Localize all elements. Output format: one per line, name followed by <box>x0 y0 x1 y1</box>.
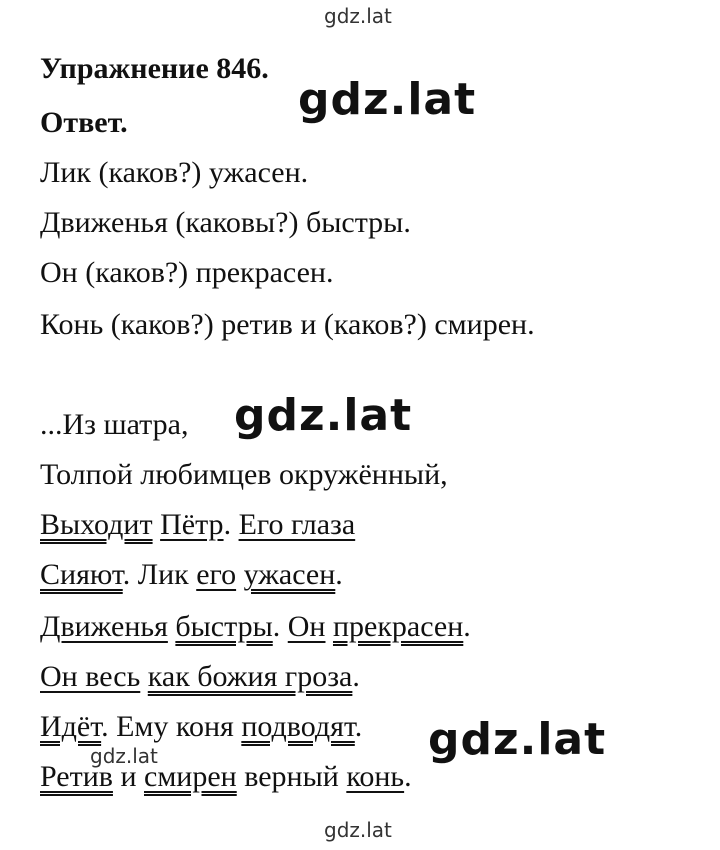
predicate-underlined: как божия гроза <box>147 660 353 693</box>
subject-underlined: Он <box>287 610 326 643</box>
poem-line-5 <box>40 610 471 644</box>
subject-underlined: Он весь <box>40 660 141 693</box>
plain-text <box>325 610 333 643</box>
poem-line-4 <box>40 558 343 592</box>
watermark-bottom: gdz.lat <box>324 818 392 842</box>
subject-underlined: его <box>196 558 237 591</box>
plain-text: . <box>404 760 412 793</box>
plain-text: и <box>112 760 144 793</box>
exercise-title: Упражнение 846. <box>40 52 269 85</box>
plain-text: . Ему коня <box>101 710 242 743</box>
plain-text <box>236 558 244 591</box>
poem-line-3 <box>40 508 355 542</box>
predicate-underlined: подводят <box>241 710 355 743</box>
watermark-large: gdz.lat <box>298 74 477 125</box>
plain-text: верный <box>236 760 347 793</box>
answer-line-3: Он (каков?) прекрасен. <box>40 256 334 289</box>
plain-text: . <box>272 610 288 643</box>
subject-underlined: Пётр <box>160 508 224 541</box>
plain-text: . Лик <box>122 558 197 591</box>
plain-text: . <box>463 610 471 643</box>
plain-text <box>153 508 161 541</box>
predicate-underlined: ужасен <box>243 558 336 591</box>
poem-line-2: Толпой любимцев окружённый, <box>40 458 448 491</box>
subject-underlined: конь <box>346 760 405 793</box>
predicate-underlined: смирен <box>144 760 237 793</box>
watermark-large: gdz.lat <box>428 714 607 765</box>
predicate-underlined: Сияют <box>40 558 123 591</box>
predicate-underlined: Ретив <box>40 760 113 793</box>
predicate-underlined: прекрасен <box>332 610 464 643</box>
watermark-large: gdz.lat <box>234 390 413 441</box>
plain-text: . <box>223 508 239 541</box>
predicate-underlined: Идёт <box>40 710 102 743</box>
watermark-top: gdz.lat <box>324 4 392 28</box>
answer-line-4: Конь (каков?) ретив и (каков?) смирен. <box>40 308 535 341</box>
poem-line-1: ...Из шатра, <box>40 408 189 441</box>
predicate-underlined: быстры <box>175 610 273 643</box>
poem-line-6 <box>40 660 360 694</box>
plain-text: . <box>335 558 343 591</box>
poem-line-8 <box>40 760 412 794</box>
poem-line-7 <box>40 710 362 744</box>
answer-label: Ответ. <box>40 106 128 139</box>
plain-text <box>140 660 148 693</box>
answer-line-2: Движенья (каковы?) быстры. <box>40 206 411 239</box>
subject-underlined: Движенья <box>40 610 168 643</box>
watermark-small: gdz.lat <box>90 744 158 768</box>
predicate-underlined: Выходит <box>40 508 153 541</box>
plain-text: . <box>354 710 363 743</box>
plain-text: . <box>352 660 360 693</box>
subject-underlined: Его глаза <box>238 508 356 541</box>
answer-line-1: Лик (каков?) ужасен. <box>40 156 309 189</box>
